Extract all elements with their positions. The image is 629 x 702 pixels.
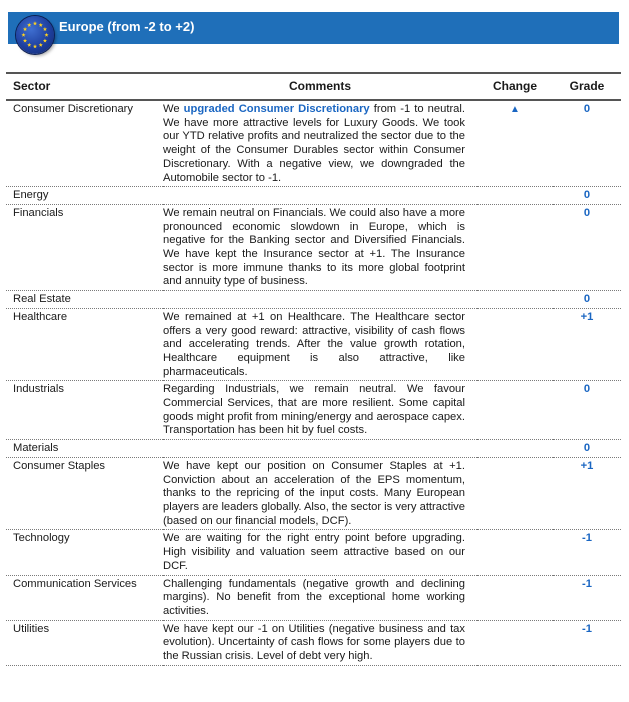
change-cell bbox=[477, 187, 553, 205]
comment-cell: Challenging fundamentals (negative growth and declining margins). No benefit from the exceptional home working activities. bbox=[163, 575, 477, 620]
table-row bbox=[6, 457, 621, 530]
table-row bbox=[6, 308, 621, 381]
sector-cell: Communication Services bbox=[6, 575, 163, 620]
title-banner bbox=[8, 12, 619, 44]
sector-cell: Real Estate bbox=[6, 291, 163, 309]
star-icon bbox=[44, 33, 48, 37]
sector-cell: Industrials bbox=[6, 381, 163, 440]
sector-table bbox=[6, 72, 621, 666]
comment-cell: We have kept our -1 on Utilities (negative business and tax evolution). Uncertainty of cash flows for some players due to the Russian crisis. Level of debt very high. bbox=[163, 620, 477, 665]
star-icon bbox=[23, 27, 27, 31]
grade-cell: -1 bbox=[553, 530, 621, 575]
change-cell bbox=[477, 530, 553, 575]
grade-cell: 0 bbox=[553, 440, 621, 458]
grade-cell: 0 bbox=[553, 187, 621, 205]
table-row bbox=[6, 381, 621, 440]
table-header-row bbox=[6, 73, 621, 100]
change-cell bbox=[477, 308, 553, 381]
table-row bbox=[6, 204, 621, 290]
grade-cell: +1 bbox=[553, 308, 621, 381]
table-row bbox=[6, 575, 621, 620]
comment-highlight: upgraded Consumer Discretionary bbox=[183, 103, 370, 115]
eu-flag-icon bbox=[16, 16, 54, 54]
sector-cell: Financials bbox=[6, 204, 163, 290]
star-icon bbox=[39, 43, 43, 47]
grade-cell: 0 bbox=[553, 381, 621, 440]
change-cell bbox=[477, 291, 553, 309]
comment-cell: Regarding Industrials, we remain neutral. We favour Commercial Services, that are more resilient. Some capital goods might profit from mining/energy and aerospace capex. Transportation has been hit by fuel costs. bbox=[163, 381, 477, 440]
star-icon bbox=[33, 21, 37, 25]
comment-cell bbox=[163, 440, 477, 458]
sector-cell: Energy bbox=[6, 187, 163, 205]
table-row bbox=[6, 530, 621, 575]
change-cell bbox=[477, 204, 553, 290]
change-cell bbox=[477, 440, 553, 458]
sector-cell: Utilities bbox=[6, 620, 163, 665]
comment-cell bbox=[163, 291, 477, 309]
column-header-comments: Comments bbox=[163, 73, 477, 100]
change-cell bbox=[477, 620, 553, 665]
table-row bbox=[6, 100, 621, 187]
star-icon bbox=[21, 33, 25, 37]
grade-cell: +1 bbox=[553, 457, 621, 530]
comment-cell: We upgraded Consumer Discretionary from -1 to neutral. We have more attractive levels for Luxury Goods. We took our YTD relative profits and neutralized the sector due to the weight of the Consumer Durables sector within Consumer Discretionary. With a negative view, we downgraded the Automobile sector to -1. bbox=[163, 100, 477, 187]
change-cell bbox=[477, 457, 553, 530]
star-icon bbox=[27, 43, 31, 47]
comment-cell: We remain neutral on Financials. We could also have a more pronounced economic slowdown in Europe, which is negative for the Banking sector and Diversified Financials. We have kept the Insurance sector at +1. The Insurance sector is more immune thanks to its more global footprint and annuity type of business. bbox=[163, 204, 477, 290]
column-header-change: Change bbox=[477, 73, 553, 100]
sector-cell: Materials bbox=[6, 440, 163, 458]
star-icon bbox=[43, 39, 47, 43]
change-cell bbox=[477, 575, 553, 620]
comment-cell: We have kept our position on Consumer Staples at +1. Conviction about an acceleration of the EPS momentum, thanks to the repricing of the input costs. Many European players are leaders globally. Also, the sector is very attractive (based on our financial models, DCF). bbox=[163, 457, 477, 530]
column-header-grade: Grade bbox=[553, 73, 621, 100]
table-row bbox=[6, 291, 621, 309]
table-row bbox=[6, 620, 621, 665]
comment-cell: We remained at +1 on Healthcare. The Healthcare sector offers a very good reward: attractive, visibility of cash flows and accelerating trends. After the value growth rotation, Healthcare equipment is also attractive, like pharmaceuticals. bbox=[163, 308, 477, 381]
star-icon bbox=[27, 23, 31, 27]
star-icon bbox=[33, 44, 37, 48]
page-title: Europe (from -2 to +2) bbox=[59, 19, 195, 34]
grade-cell: -1 bbox=[553, 575, 621, 620]
sector-cell: Technology bbox=[6, 530, 163, 575]
comment-cell bbox=[163, 187, 477, 205]
sector-cell: Consumer Staples bbox=[6, 457, 163, 530]
table-row bbox=[6, 440, 621, 458]
table-row bbox=[6, 187, 621, 205]
column-header-sector: Sector bbox=[6, 73, 163, 100]
grade-cell: 0 bbox=[553, 204, 621, 290]
sector-cell: Healthcare bbox=[6, 308, 163, 381]
grade-cell: 0 bbox=[553, 100, 621, 187]
comment-cell: We are waiting for the right entry point before upgrading. High visibility and valuation seem attractive based on our DCF. bbox=[163, 530, 477, 575]
grade-cell: -1 bbox=[553, 620, 621, 665]
star-icon bbox=[23, 39, 27, 43]
change-up-icon: ▲ bbox=[477, 100, 553, 187]
star-icon bbox=[39, 23, 43, 27]
change-cell bbox=[477, 381, 553, 440]
sector-cell: Consumer Discretionary bbox=[6, 100, 163, 187]
star-icon bbox=[43, 27, 47, 31]
grade-cell: 0 bbox=[553, 291, 621, 309]
